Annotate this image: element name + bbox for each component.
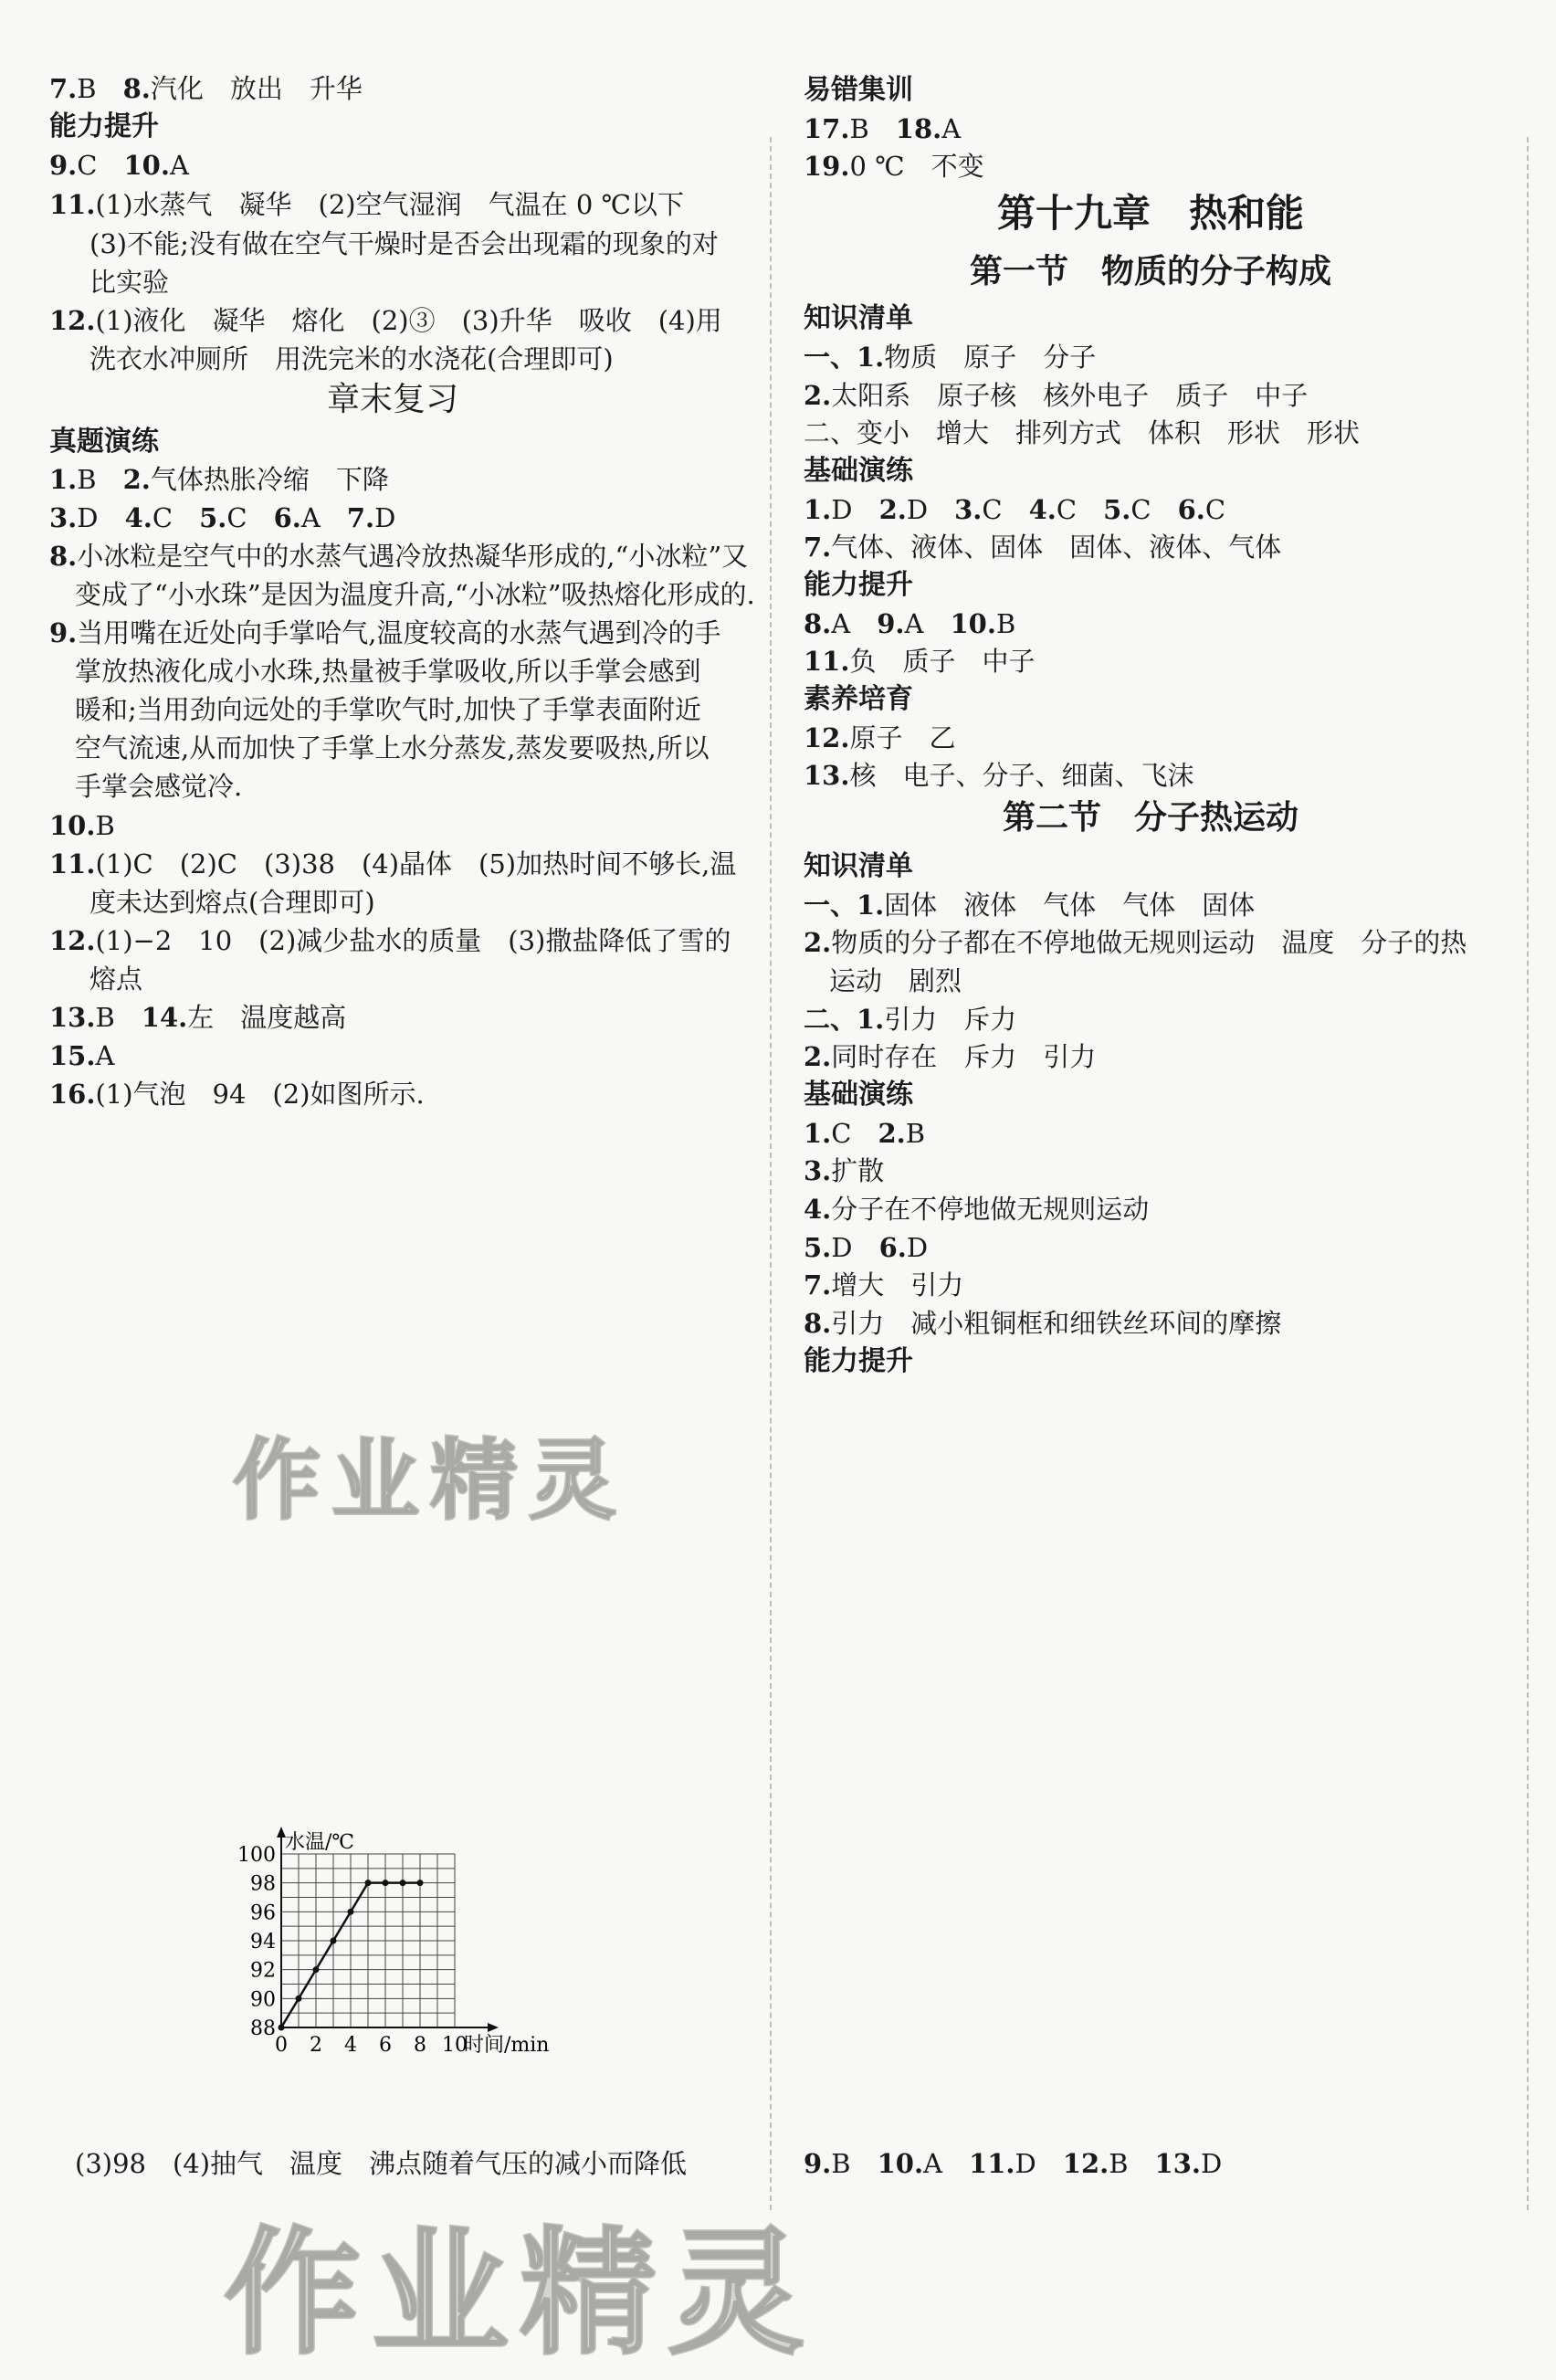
x-axis-label: 时间/min xyxy=(464,2034,550,2057)
answer-line: 15.A xyxy=(49,1040,115,1071)
answer-line: 1.D 2.D 3.C 4.C 5.C 6.C xyxy=(804,494,1226,525)
answer-line: 洗衣水冲厕所 用洗完米的水浇花(合理即可) xyxy=(89,343,614,374)
x-tick-label: 4 xyxy=(344,2034,357,2057)
answer-line: 8.引力 减小粗铜框和细铁丝环间的摩擦 xyxy=(804,1308,1282,1339)
answer-line: 3.D 4.C 5.C 6.A 7.D xyxy=(49,502,396,533)
answer-line: 9.当用嘴在近处向手掌哈气,温度较高的水蒸气遇到冷的手 xyxy=(49,617,721,648)
section-heading: 真题演练 xyxy=(49,426,159,458)
x-tick-label: 8 xyxy=(414,2034,426,2057)
answer-line: 17.B 18.A xyxy=(804,113,962,144)
y-tick-label: 90 xyxy=(250,1988,276,2012)
answer-line: 10.B xyxy=(49,810,115,841)
answer-line: 8.A 9.A 10.B xyxy=(804,608,1016,639)
x-tick-label: 0 xyxy=(275,2034,288,2057)
section-title: 第一节 物质的分子构成 xyxy=(969,253,1331,290)
data-point xyxy=(383,1880,389,1886)
answer-line: 11.(1)C (2)C (3)38 (4)晶体 (5)加热时间不够长,温 xyxy=(49,848,737,879)
data-point xyxy=(313,1966,320,1973)
answer-line: 一、1.固体 液体 气体 气体 固体 xyxy=(804,890,1256,921)
x-tick-label: 6 xyxy=(379,2034,392,2057)
answer-line: 7.B 8.汽化 放出 升华 xyxy=(49,73,363,104)
answer-line: 3.扩散 xyxy=(804,1155,885,1186)
x-tick-label: 2 xyxy=(310,2034,322,2057)
answer-line: 4.分子在不停地做无规则运动 xyxy=(804,1194,1150,1225)
answer-line: 8.小冰粒是空气中的水蒸气遇冷放热凝华形成的,“小冰粒”又 xyxy=(49,541,749,572)
answer-line: 比实验 xyxy=(89,267,170,298)
answer-line: 二、1.引力 斥力 xyxy=(804,1004,1017,1035)
answer-line: 5.D 6.D xyxy=(804,1232,929,1263)
answer-line: 空气流速,从而加快了手掌上水分蒸发,蒸发要吸热,所以 xyxy=(75,732,710,763)
data-point xyxy=(296,1996,302,2002)
section-heading: 能力提升 xyxy=(804,1345,913,1377)
section-heading: 素养培育 xyxy=(804,683,913,715)
watermark-logo: 作业精灵 xyxy=(224,2215,816,2374)
data-point xyxy=(365,1880,372,1886)
section-heading: 基础演练 xyxy=(804,455,913,487)
answer-line: 9.C 10.A xyxy=(49,150,189,181)
answer-line: (3)不能;没有做在空气干燥时是否会出现霜的现象的对 xyxy=(89,228,719,259)
answer-line: 12.(1)−2 10 (2)减少盐水的质量 (3)撒盐降低了雪的 xyxy=(49,925,731,956)
answer-line: 暖和;当用劲向远处的手掌吹气时,加快了手掌表面附近 xyxy=(75,694,701,725)
answer-line: 11.负 质子 中子 xyxy=(804,646,1036,677)
answer-line: 7.增大 引力 xyxy=(804,1269,964,1301)
y-tick-label: 88 xyxy=(250,2017,276,2040)
section-heading: 易错集训 xyxy=(804,74,913,106)
answer-line: 16.(1)气泡 94 (2)如图所示. xyxy=(49,1079,425,1110)
answer-line: 2.太阳系 原子核 核外电子 质子 中子 xyxy=(804,380,1309,411)
chapter-review-title: 章末复习 xyxy=(326,381,458,418)
chapter-title: 第十九章 热和能 xyxy=(996,191,1304,236)
data-point xyxy=(417,1880,424,1886)
column-divider xyxy=(770,137,773,2210)
y-axis-label: 水温/℃ xyxy=(285,1831,355,1854)
answer-line: 1.B 2.气体热胀冷缩 下降 xyxy=(49,464,389,495)
section-heading: 基础演练 xyxy=(804,1079,913,1111)
x-tick-label: 10 xyxy=(442,2034,468,2057)
answer-line: 19.0 ℃ 不变 xyxy=(804,151,984,182)
data-point xyxy=(348,1909,354,1915)
y-tick-label: 96 xyxy=(250,1901,276,1925)
y-tick-label: 94 xyxy=(250,1931,276,1953)
y-tick-label: 100 xyxy=(237,1844,276,1867)
answer-line: 9.B 10.A 11.D 12.B 13.D xyxy=(804,2148,1223,2179)
section-heading: 能力提升 xyxy=(804,569,913,601)
answer-line: 1.C 2.B xyxy=(804,1118,926,1149)
answer-line: 度未达到熔点(合理即可) xyxy=(89,887,375,918)
answer-line: 2.同时存在 斥力 引力 xyxy=(804,1041,1097,1072)
answer-line: 11.(1)水蒸气 凝华 (2)空气湿润 气温在 0 ℃以下 xyxy=(49,189,684,220)
answer-line: (3)98 (4)抽气 温度 沸点随着气压的减小而降低 xyxy=(75,2148,688,2179)
watermark-logo: 作业精灵 xyxy=(233,1429,627,1532)
answer-line: 2.物质的分子都在不停地做无规则运动 温度 分子的热 xyxy=(804,927,1467,958)
answer-line: 熔点 xyxy=(89,964,143,995)
data-point xyxy=(279,2025,285,2031)
column-divider xyxy=(1527,137,1530,2210)
data-point xyxy=(400,1880,406,1886)
data-point xyxy=(331,1938,337,1944)
section-heading: 知识清单 xyxy=(804,302,913,334)
answer-line: 7.气体、液体、固体 固体、液体、气体 xyxy=(804,532,1282,563)
answer-line: 12.原子 乙 xyxy=(804,722,956,753)
section-heading: 知识清单 xyxy=(804,850,913,882)
water-temperature-chart xyxy=(226,1825,610,2062)
answer-line: 掌放热液化成小水珠,热量被手掌吸收,所以手掌会感到 xyxy=(75,656,701,687)
answer-line: 变成了“小水珠”是因为温度升高,“小冰粒”吸热熔化形成的. xyxy=(75,579,755,610)
section-heading: 能力提升 xyxy=(49,111,159,142)
answer-line: 一、1.物质 原子 分子 xyxy=(804,342,1097,373)
section-title: 第二节 分子热运动 xyxy=(1002,799,1298,837)
y-tick-label: 92 xyxy=(250,1959,276,1983)
answer-line: 13.核 电子、分子、细菌、飞沫 xyxy=(804,760,1194,791)
y-tick-label: 98 xyxy=(250,1872,276,1896)
x-axis-arrow xyxy=(488,2023,499,2032)
answer-line: 13.B 14.左 温度越高 xyxy=(49,1002,347,1033)
answer-line: 手掌会感觉冷. xyxy=(75,771,243,802)
answer-line: 运动 剧烈 xyxy=(829,965,962,996)
answer-line: 12.(1)液化 凝华 熔化 (2)③ (3)升华 吸收 (4)用 xyxy=(49,305,722,336)
answer-line: 二、变小 增大 排列方式 体积 形状 形状 xyxy=(804,417,1361,448)
